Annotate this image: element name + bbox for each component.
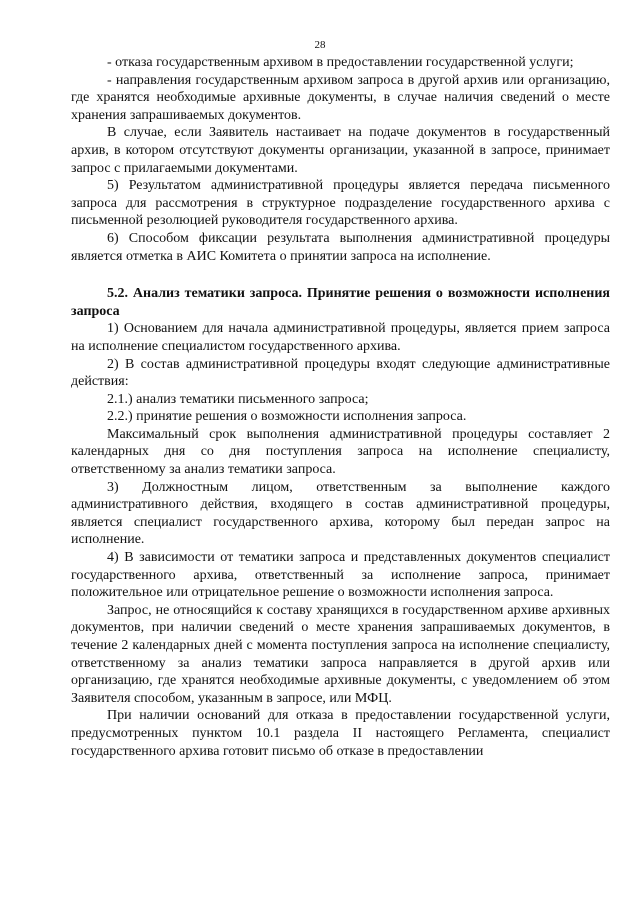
paragraph-refusal-grounds: При наличии оснований для отказа в предоставлении государственной услуги, предусмотренных пунктом 10.1 раздела II настоящего Регламента, специалист государственного архива готовит письмо об отказе в предоставлении xyxy=(71,708,610,759)
paragraph-decision-4: 4) В зависимости от тематики запроса и представленных документов специалист государственного архива, ответственный за исполнение запроса, принимает положительное или отрицательное решение о возможности исполнения запроса. xyxy=(71,550,610,601)
section-heading-5-2: 5.2. Анализ тематики запроса. Принятие решения о возможности исполнения запроса xyxy=(71,286,610,319)
paragraph-refusal-item: - отказа государственным архивом в предоставлении государственной услуги; xyxy=(107,55,574,70)
paragraph-max-term: Максимальный срок выполнения административной процедуры составляет 2 календарных дня со дня поступления запроса на исполнение специалисту, ответственному за анализ тематики запроса. xyxy=(71,426,610,478)
paragraph-actions-2: 2) В состав административной процедуры входят следующие административные действия: xyxy=(71,356,610,390)
paragraph-redirect-request: Запрос, не относящийся к составу хранящихся в государственном архиве архивных документов, при наличии сведений о месте хранения запрашиваемых документов, в течение 2 календарных дней с момента поступления запроса на исполнение специалисту, ответственному за анализ тематики запроса направляется в другой архив или организацию, где хранятся необходимые архивные документы, с уведомлением об этом Заявителя способом, указанным в запросе, или МФЦ. xyxy=(71,602,610,706)
paragraph-redirect-item: - направления государственным архивом запроса в другой архив или организацию, где хранятся необходимые архивные документы, в случае наличия сведений о месте хранения запрашиваемых документов. xyxy=(71,72,610,123)
document-body xyxy=(71,54,610,760)
paragraph-fixation-6: 6) Способом фиксации результата выполнения административной процедуры является отметка в АИС Комитета о принятии запроса на исполнение. xyxy=(71,230,610,264)
paragraph-action-2-1: 2.1.) анализ тематики письменного запроса; xyxy=(107,391,369,407)
paragraph-responsible-3: 3) Должностным лицом, ответственным за выполнение каждого административного действия, входящего в состав административной процедуры, является специалист государственного архива, которому был передан запрос на исполнение. xyxy=(71,479,610,548)
paragraph-action-2-2: 2.2.) принятие решения о возможности исполнения запроса. xyxy=(107,409,467,425)
page-number: 28 xyxy=(314,39,326,51)
paragraph-applicant-insists: В случае, если Заявитель настаивает на подаче документов в государственный архив, в котором отсутствуют документы организации, указанной в запросе, принимает запрос с прилагаемыми документами. xyxy=(71,125,610,176)
paragraph-basis-1: 1) Основанием для начала административной процедуры, является прием запроса на исполнение специалистом государственного архива. xyxy=(71,321,610,354)
paragraph-result-5: 5) Результатом административной процедуры является передача письменного запроса для рассмотрения в структурное подразделение государственного архива с письменной резолюцией руководителя государственного архива. xyxy=(71,178,610,229)
